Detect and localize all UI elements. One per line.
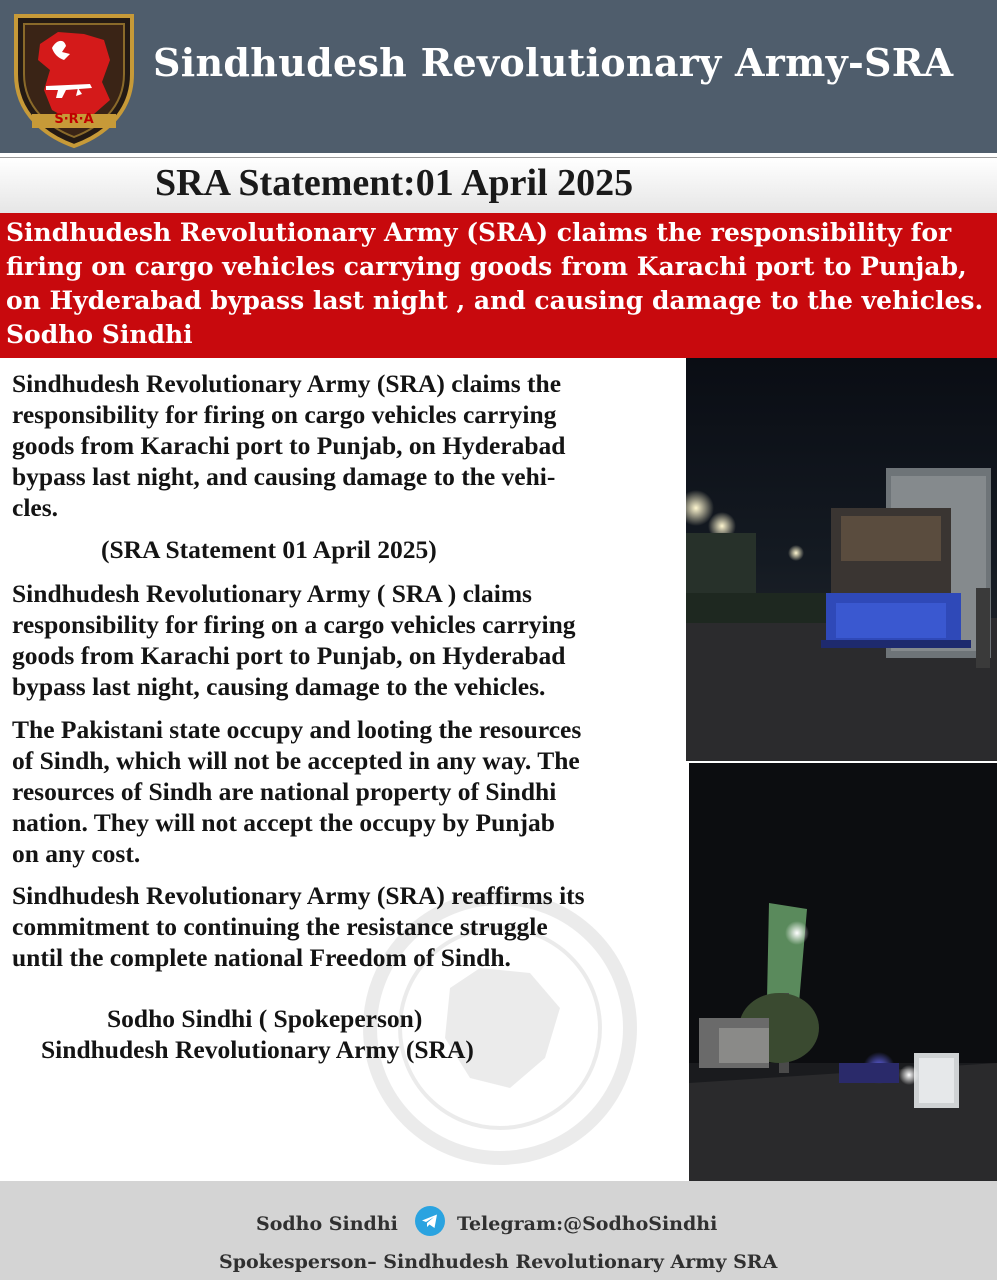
telegram-handle-link[interactable]: Telegram:@SodhoSindhi bbox=[457, 1213, 718, 1235]
body-line: bypass last night, causing damage to the vehicles. bbox=[12, 672, 546, 701]
headline-signature: Sodho Sindhi bbox=[6, 320, 193, 349]
body-line: nation. They will not accept the occupy by Punjab bbox=[12, 808, 555, 837]
org-title: Sindhudesh Revolutionary Army-SRA bbox=[153, 40, 954, 85]
body-line: Sindhudesh Revolutionary Army (SRA) claims the bbox=[12, 369, 562, 398]
header-bar bbox=[0, 0, 997, 153]
body-line: The Pakistani state occupy and looting the resources bbox=[12, 715, 582, 744]
body-line: of Sindh, which will not be accepted in any way. The bbox=[12, 746, 580, 775]
sra-emblem-icon bbox=[6, 4, 142, 150]
body-line: commitment to continuing the resistance struggle bbox=[12, 912, 548, 941]
footer-contact-name: Sodho Sindhi bbox=[256, 1213, 398, 1235]
photo-damaged-truck bbox=[686, 358, 997, 761]
body-line: responsibility for firing on cargo vehicles carrying bbox=[12, 400, 557, 429]
body-line: bypass last night, and causing damage to the vehi- bbox=[12, 462, 556, 491]
footer-bar bbox=[0, 1181, 997, 1280]
body-line: Sindhudesh Revolutionary Army ( SRA ) claims bbox=[12, 579, 532, 608]
statement-title: SRA Statement:01 April 2025 bbox=[155, 162, 634, 204]
statement-title-bar bbox=[0, 157, 997, 214]
body-line: goods from Karachi port to Punjab, on Hyderabad bbox=[12, 431, 566, 460]
headline-banner bbox=[0, 213, 997, 358]
body-line: on any cost. bbox=[12, 839, 141, 868]
headline-line: on Hyderabad bypass last night , and causing damage to the vehicles. bbox=[6, 286, 984, 315]
logo-text: S·R·A bbox=[54, 112, 94, 127]
photo-highway-night bbox=[689, 763, 997, 1181]
headline-line: Sindhudesh Revolutionary Army (SRA) claims the responsibility for bbox=[6, 218, 952, 247]
statement-reference: (SRA Statement 01 April 2025) bbox=[101, 535, 437, 564]
signature-org: Sindhudesh Revolutionary Army (SRA) bbox=[41, 1035, 474, 1064]
statement-body bbox=[0, 358, 686, 1180]
body-line: goods from Karachi port to Punjab, on Hyderabad bbox=[12, 641, 566, 670]
headline-line: firing on cargo vehicles carrying goods from Karachi port to Punjab, bbox=[6, 252, 967, 281]
body-line: responsibility for firing on a cargo vehicles carrying bbox=[12, 610, 576, 639]
body-line: resources of Sindh are national property of Sindhi bbox=[12, 777, 557, 806]
footer-role: Spokesperson– Sindhudesh Revolutionary Army SRA bbox=[219, 1251, 778, 1273]
telegram-icon[interactable] bbox=[415, 1206, 445, 1236]
body-line: until the complete national Freedom of Sindh. bbox=[12, 943, 511, 972]
signature-name: Sodho Sindhi ( Spokeperson) bbox=[107, 1004, 423, 1033]
body-line: Sindhudesh Revolutionary Army (SRA) reaffirms its bbox=[12, 881, 585, 910]
body-line: cles. bbox=[12, 493, 59, 522]
